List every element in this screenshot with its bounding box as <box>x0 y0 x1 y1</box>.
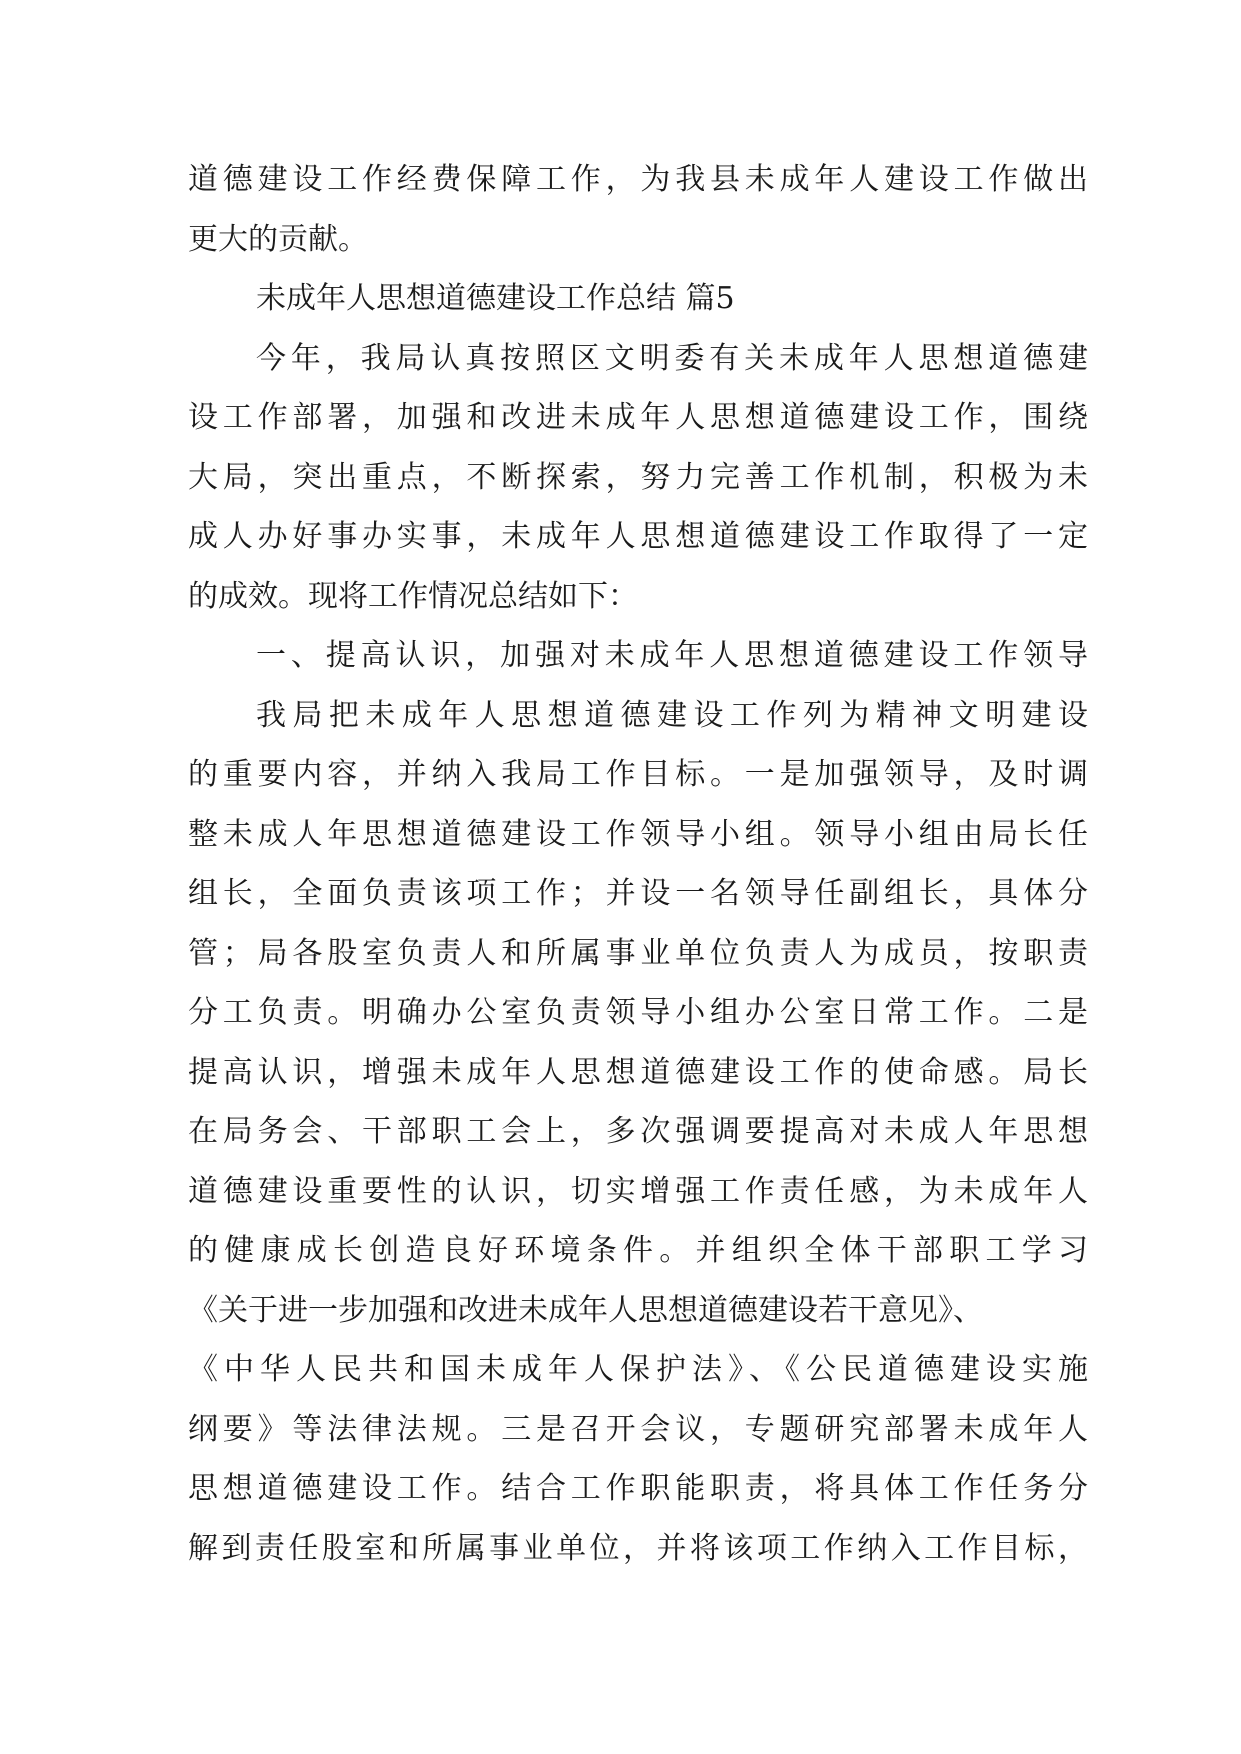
text-line: 纲要》等法律法规。三是召开会议，专题研究部署未成年人 <box>188 1411 1088 1447</box>
text-line: 道德建设重要性的认识，切实增强工作责任感，为未成年人 <box>188 1173 1088 1209</box>
text-line: 整未成人年思想道德建设工作领导小组。领导小组由局长任 <box>188 816 1088 852</box>
text-line: 我局把未成年人思想道德建设工作列为精神文明建设 <box>256 697 1088 733</box>
text-line: 的健康成长创造良好环境条件。并组织全体干部职工学习 <box>188 1233 1088 1268</box>
text-line: 解到责任股室和所属事业单位，并将该项工作纳入工作目标， <box>188 1530 1088 1566</box>
text-line: 设工作部署，加强和改进未成年人思想道德建设工作，围绕 <box>188 400 1088 435</box>
document-body <box>188 150 1088 1578</box>
text-line: 思想道德建设工作。结合工作职能职责，将具体工作任务分 <box>188 1471 1088 1506</box>
text-line: 的重要内容，并纳入我局工作目标。一是加强领导，及时调 <box>188 757 1088 792</box>
text-line: 道德建设工作经费保障工作，为我县未成年人建设工作做出 <box>188 162 1088 197</box>
text-line: 在局务会、干部职工会上，多次强调要提高对未成人年思想 <box>188 1114 1088 1149</box>
text-line: 分工负责。明确办公室负责领导小组办公室日常工作。二是 <box>188 995 1088 1030</box>
text-line: 未成年人思想道德建设工作总结 篇5 <box>256 281 735 316</box>
text-line: 组长，全面负责该项工作；并设一名领导任副组长，具体分 <box>188 876 1088 911</box>
text-line: 的成效。现将工作情况总结如下： <box>188 578 638 614</box>
text-line: 提高认识，增强未成年人思想道德建设工作的使命感。局长 <box>188 1054 1088 1090</box>
text-line: 更大的贡献。 <box>188 221 368 257</box>
text-line: 《关于进一步加强和改进未成年人思想道德建设若干意见》、 <box>188 1292 983 1328</box>
text-line: 管；局各股室负责人和所属事业单位负责人为成员，按职责 <box>188 935 1088 971</box>
text-line: 今年，我局认真按照区文明委有关未成年人思想道德建 <box>256 340 1088 376</box>
text-line: 一、提高认识，加强对未成年人思想道德建设工作领导 <box>256 638 1088 673</box>
text-line: 成人办好事办实事，未成年人思想道德建设工作取得了一定 <box>188 519 1088 554</box>
text-line: 《中华人民共和国未成年人保护法》、《公民道德建设实施 <box>188 1352 1088 1387</box>
text-line: 大局，突出重点，不断探索，努力完善工作机制，积极为未 <box>188 459 1088 495</box>
